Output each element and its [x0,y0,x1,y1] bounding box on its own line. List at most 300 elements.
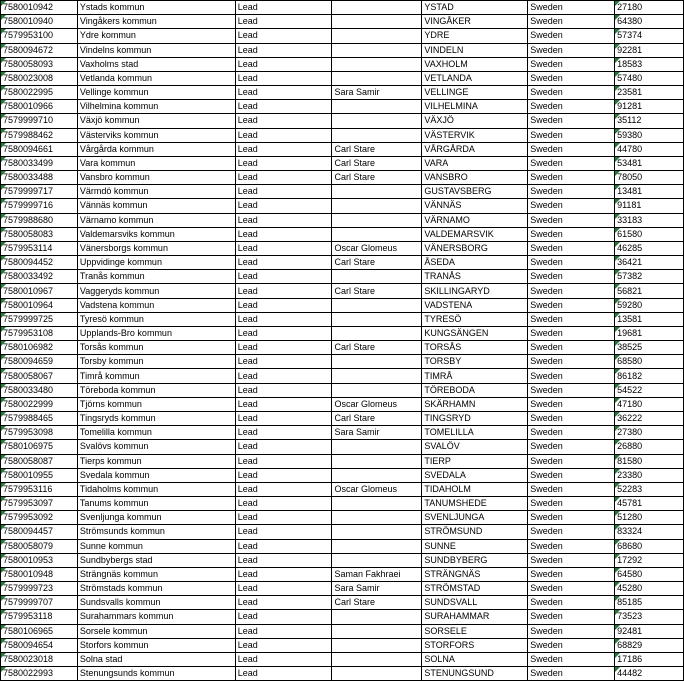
contact-cell[interactable]: Sara Samir [332,582,422,596]
country-cell[interactable]: Sweden [528,369,615,383]
name-cell[interactable]: Stenungsunds kommun [77,667,235,681]
city-cell[interactable]: TRANÅS [422,270,528,284]
type-cell[interactable]: Lead [235,326,332,340]
contact-cell[interactable]: Carl Stare [332,411,422,425]
country-cell[interactable]: Sweden [528,539,615,553]
type-cell[interactable]: Lead [235,596,332,610]
id-cell[interactable]: 7579953118 [1,610,78,624]
type-cell[interactable]: Lead [235,213,332,227]
zip-cell[interactable]: 91281 [615,100,684,114]
zip-cell[interactable]: 85185 [615,596,684,610]
contact-cell[interactable] [332,298,422,312]
zip-cell[interactable]: 26880 [615,440,684,454]
id-cell[interactable]: 7579953114 [1,241,78,255]
name-cell[interactable]: Valdemarsviks kommun [77,227,235,241]
name-cell[interactable]: Sundsvalls kommun [77,596,235,610]
country-cell[interactable]: Sweden [528,227,615,241]
city-cell[interactable]: SUNNE [422,539,528,553]
country-cell[interactable]: Sweden [528,1,615,15]
city-cell[interactable]: TINGSRYD [422,411,528,425]
country-cell[interactable]: Sweden [528,610,615,624]
city-cell[interactable]: VARA [422,156,528,170]
city-cell[interactable]: VINDELN [422,43,528,57]
city-cell[interactable]: STORFORS [422,638,528,652]
zip-cell[interactable]: 73523 [615,610,684,624]
id-cell[interactable]: 7579953108 [1,326,78,340]
city-cell[interactable]: TORSBY [422,355,528,369]
name-cell[interactable]: Vellinge kommun [77,86,235,100]
city-cell[interactable]: SKILLINGARYD [422,284,528,298]
country-cell[interactable]: Sweden [528,241,615,255]
country-cell[interactable]: Sweden [528,667,615,681]
name-cell[interactable]: Svedala kommun [77,468,235,482]
city-cell[interactable]: STRÖMSUND [422,525,528,539]
type-cell[interactable]: Lead [235,270,332,284]
zip-cell[interactable]: 81580 [615,454,684,468]
contact-cell[interactable]: Carl Stare [332,156,422,170]
zip-cell[interactable]: 46285 [615,241,684,255]
name-cell[interactable]: Tjörns kommun [77,397,235,411]
id-cell[interactable]: 7580010967 [1,284,78,298]
id-cell[interactable]: 7580010942 [1,1,78,15]
country-cell[interactable]: Sweden [528,624,615,638]
type-cell[interactable]: Lead [235,553,332,567]
zip-cell[interactable]: 44482 [615,667,684,681]
type-cell[interactable]: Lead [235,454,332,468]
city-cell[interactable]: SVALÖV [422,440,528,454]
zip-cell[interactable]: 36222 [615,411,684,425]
zip-cell[interactable]: 38525 [615,341,684,355]
id-cell[interactable]: 7580033492 [1,270,78,284]
city-cell[interactable]: VELLINGE [422,86,528,100]
type-cell[interactable]: Lead [235,525,332,539]
type-cell[interactable]: Lead [235,426,332,440]
type-cell[interactable]: Lead [235,114,332,128]
name-cell[interactable]: Strömstads kommun [77,582,235,596]
country-cell[interactable]: Sweden [528,411,615,425]
city-cell[interactable]: TOMELILLA [422,426,528,440]
type-cell[interactable]: Lead [235,199,332,213]
name-cell[interactable]: Vara kommun [77,156,235,170]
city-cell[interactable]: SVEDALA [422,468,528,482]
contact-cell[interactable] [332,667,422,681]
id-cell[interactable]: 7580094661 [1,142,78,156]
zip-cell[interactable]: 86182 [615,369,684,383]
city-cell[interactable]: TORSÅS [422,341,528,355]
city-cell[interactable]: ÅSEDA [422,256,528,270]
zip-cell[interactable]: 36421 [615,256,684,270]
city-cell[interactable]: VADSTENA [422,298,528,312]
id-cell[interactable]: 7579953098 [1,426,78,440]
type-cell[interactable]: Lead [235,100,332,114]
contact-cell[interactable] [332,539,422,553]
country-cell[interactable]: Sweden [528,326,615,340]
contact-cell[interactable] [332,185,422,199]
id-cell[interactable]: 7579999717 [1,185,78,199]
city-cell[interactable]: TIMRÅ [422,369,528,383]
type-cell[interactable]: Lead [235,142,332,156]
country-cell[interactable]: Sweden [528,383,615,397]
name-cell[interactable]: Sundbybergs stad [77,553,235,567]
contact-cell[interactable] [332,440,422,454]
id-cell[interactable]: 7580010964 [1,298,78,312]
contact-cell[interactable] [332,71,422,85]
id-cell[interactable]: 7580094654 [1,638,78,652]
name-cell[interactable]: Vetlanda kommun [77,71,235,85]
id-cell[interactable]: 7580106982 [1,341,78,355]
zip-cell[interactable]: 56821 [615,284,684,298]
zip-cell[interactable]: 64380 [615,15,684,29]
name-cell[interactable]: Timrå kommun [77,369,235,383]
id-cell[interactable]: 7579988465 [1,411,78,425]
zip-cell[interactable]: 13581 [615,312,684,326]
type-cell[interactable]: Lead [235,156,332,170]
zip-cell[interactable]: 19681 [615,326,684,340]
zip-cell[interactable]: 57480 [615,71,684,85]
contact-cell[interactable] [332,610,422,624]
contact-cell[interactable]: Saman Fakhraei [332,567,422,581]
id-cell[interactable]: 7579953116 [1,482,78,496]
id-cell[interactable]: 7579953100 [1,29,78,43]
contact-cell[interactable] [332,1,422,15]
city-cell[interactable]: VINGÅKER [422,15,528,29]
name-cell[interactable]: Ystads kommun [77,1,235,15]
city-cell[interactable]: VÄNNÄS [422,199,528,213]
zip-cell[interactable]: 27180 [615,1,684,15]
country-cell[interactable]: Sweden [528,454,615,468]
name-cell[interactable]: Svalövs kommun [77,440,235,454]
id-cell[interactable]: 7580058093 [1,57,78,71]
id-cell[interactable]: 7579999707 [1,596,78,610]
country-cell[interactable]: Sweden [528,43,615,57]
name-cell[interactable]: Sorsele kommun [77,624,235,638]
type-cell[interactable]: Lead [235,440,332,454]
country-cell[interactable]: Sweden [528,142,615,156]
country-cell[interactable]: Sweden [528,156,615,170]
name-cell[interactable]: Växjö kommun [77,114,235,128]
name-cell[interactable]: Torsby kommun [77,355,235,369]
country-cell[interactable]: Sweden [528,15,615,29]
id-cell[interactable]: 7580094452 [1,256,78,270]
name-cell[interactable]: Västerviks kommun [77,128,235,142]
id-cell[interactable]: 7580033488 [1,171,78,185]
type-cell[interactable]: Lead [235,610,332,624]
zip-cell[interactable]: 68580 [615,355,684,369]
contact-cell[interactable] [332,624,422,638]
type-cell[interactable]: Lead [235,57,332,71]
zip-cell[interactable]: 45280 [615,582,684,596]
country-cell[interactable]: Sweden [528,71,615,85]
city-cell[interactable]: VILHELMINA [422,100,528,114]
id-cell[interactable]: 7580010940 [1,15,78,29]
city-cell[interactable]: STRÖMSTAD [422,582,528,596]
contact-cell[interactable] [332,15,422,29]
name-cell[interactable]: Sunne kommun [77,539,235,553]
zip-cell[interactable]: 47180 [615,397,684,411]
type-cell[interactable]: Lead [235,397,332,411]
type-cell[interactable]: Lead [235,298,332,312]
contact-cell[interactable] [332,270,422,284]
city-cell[interactable]: SVENLJUNGA [422,511,528,525]
country-cell[interactable]: Sweden [528,185,615,199]
name-cell[interactable]: Tingsryds kommun [77,411,235,425]
city-cell[interactable]: TÖREBODA [422,383,528,397]
name-cell[interactable]: Värmdö kommun [77,185,235,199]
zip-cell[interactable]: 53481 [615,156,684,170]
name-cell[interactable]: Värnamo kommun [77,213,235,227]
name-cell[interactable]: Storfors kommun [77,638,235,652]
country-cell[interactable]: Sweden [528,355,615,369]
name-cell[interactable]: Tyresö kommun [77,312,235,326]
type-cell[interactable]: Lead [235,86,332,100]
contact-cell[interactable]: Sara Samir [332,426,422,440]
type-cell[interactable]: Lead [235,312,332,326]
id-cell[interactable]: 7579999710 [1,114,78,128]
name-cell[interactable]: Vaggeryds kommun [77,284,235,298]
name-cell[interactable]: Strängnäs kommun [77,567,235,581]
country-cell[interactable]: Sweden [528,86,615,100]
contact-cell[interactable] [332,652,422,666]
country-cell[interactable]: Sweden [528,440,615,454]
type-cell[interactable]: Lead [235,497,332,511]
id-cell[interactable]: 7580058087 [1,454,78,468]
id-cell[interactable]: 7580106975 [1,440,78,454]
country-cell[interactable]: Sweden [528,525,615,539]
country-cell[interactable]: Sweden [528,298,615,312]
name-cell[interactable]: Töreboda kommun [77,383,235,397]
type-cell[interactable]: Lead [235,482,332,496]
city-cell[interactable]: VALDEMARSVIK [422,227,528,241]
type-cell[interactable]: Lead [235,241,332,255]
type-cell[interactable]: Lead [235,667,332,681]
name-cell[interactable]: Vingåkers kommun [77,15,235,29]
country-cell[interactable]: Sweden [528,652,615,666]
zip-cell[interactable]: 57374 [615,29,684,43]
zip-cell[interactable]: 59380 [615,128,684,142]
city-cell[interactable]: VÄSTERVIK [422,128,528,142]
contact-cell[interactable] [332,638,422,652]
city-cell[interactable]: VÄNERSBORG [422,241,528,255]
contact-cell[interactable] [332,199,422,213]
id-cell[interactable]: 7580058083 [1,227,78,241]
type-cell[interactable]: Lead [235,15,332,29]
zip-cell[interactable]: 64580 [615,567,684,581]
country-cell[interactable]: Sweden [528,100,615,114]
contact-cell[interactable]: Oscar Glomeus [332,397,422,411]
type-cell[interactable]: Lead [235,652,332,666]
type-cell[interactable]: Lead [235,227,332,241]
contact-cell[interactable]: Oscar Glomeus [332,241,422,255]
id-cell[interactable]: 7580058067 [1,369,78,383]
zip-cell[interactable]: 57382 [615,270,684,284]
zip-cell[interactable]: 45781 [615,497,684,511]
country-cell[interactable]: Sweden [528,199,615,213]
country-cell[interactable]: Sweden [528,567,615,581]
city-cell[interactable]: SKÄRHAMN [422,397,528,411]
type-cell[interactable]: Lead [235,582,332,596]
name-cell[interactable]: Tierps kommun [77,454,235,468]
type-cell[interactable]: Lead [235,468,332,482]
city-cell[interactable]: SUNDBYBERG [422,553,528,567]
zip-cell[interactable]: 13481 [615,185,684,199]
zip-cell[interactable]: 91181 [615,199,684,213]
city-cell[interactable]: VÄXJÖ [422,114,528,128]
name-cell[interactable]: Vänersborgs kommun [77,241,235,255]
contact-cell[interactable] [332,383,422,397]
name-cell[interactable]: Vadstena kommun [77,298,235,312]
contact-cell[interactable] [332,100,422,114]
city-cell[interactable]: VAXHOLM [422,57,528,71]
type-cell[interactable]: Lead [235,355,332,369]
type-cell[interactable]: Lead [235,539,332,553]
city-cell[interactable]: STRÄNGNÄS [422,567,528,581]
type-cell[interactable]: Lead [235,185,332,199]
name-cell[interactable]: Torsås kommun [77,341,235,355]
type-cell[interactable]: Lead [235,43,332,57]
country-cell[interactable]: Sweden [528,312,615,326]
id-cell[interactable]: 7580022999 [1,397,78,411]
contact-cell[interactable]: Carl Stare [332,142,422,156]
type-cell[interactable]: Lead [235,1,332,15]
city-cell[interactable]: VÅRGÅRDA [422,142,528,156]
name-cell[interactable]: Surahammars kommun [77,610,235,624]
city-cell[interactable]: GUSTAVSBERG [422,185,528,199]
type-cell[interactable]: Lead [235,383,332,397]
name-cell[interactable]: Ydre kommun [77,29,235,43]
name-cell[interactable]: Tanums kommun [77,497,235,511]
type-cell[interactable]: Lead [235,171,332,185]
zip-cell[interactable]: 68829 [615,638,684,652]
contact-cell[interactable] [332,369,422,383]
contact-cell[interactable] [332,227,422,241]
name-cell[interactable]: Vindelns kommun [77,43,235,57]
name-cell[interactable]: Vaxholms stad [77,57,235,71]
city-cell[interactable]: SOLNA [422,652,528,666]
zip-cell[interactable]: 27380 [615,426,684,440]
type-cell[interactable]: Lead [235,29,332,43]
contact-cell[interactable]: Carl Stare [332,256,422,270]
type-cell[interactable]: Lead [235,284,332,298]
id-cell[interactable]: 7580010948 [1,567,78,581]
id-cell[interactable]: 7579988680 [1,213,78,227]
contact-cell[interactable]: Oscar Glomeus [332,482,422,496]
name-cell[interactable]: Solna stad [77,652,235,666]
id-cell[interactable]: 7579988462 [1,128,78,142]
contact-cell[interactable] [332,525,422,539]
contact-cell[interactable] [332,468,422,482]
city-cell[interactable]: VETLANDA [422,71,528,85]
zip-cell[interactable]: 92281 [615,43,684,57]
type-cell[interactable]: Lead [235,511,332,525]
type-cell[interactable]: Lead [235,341,332,355]
zip-cell[interactable]: 52283 [615,482,684,496]
id-cell[interactable]: 7580094672 [1,43,78,57]
country-cell[interactable]: Sweden [528,582,615,596]
city-cell[interactable]: YSTAD [422,1,528,15]
contact-cell[interactable] [332,511,422,525]
city-cell[interactable]: KUNGSÄNGEN [422,326,528,340]
id-cell[interactable]: 7580010953 [1,553,78,567]
name-cell[interactable]: Upplands-Bro kommun [77,326,235,340]
name-cell[interactable]: Vilhelmina kommun [77,100,235,114]
contact-cell[interactable]: Sara Samir [332,86,422,100]
contact-cell[interactable] [332,29,422,43]
city-cell[interactable]: VÄRNAMO [422,213,528,227]
zip-cell[interactable]: 68680 [615,539,684,553]
id-cell[interactable]: 7580023008 [1,71,78,85]
country-cell[interactable]: Sweden [528,29,615,43]
id-cell[interactable]: 7579999725 [1,312,78,326]
id-cell[interactable]: 7580033480 [1,383,78,397]
city-cell[interactable]: SUNDSVALL [422,596,528,610]
id-cell[interactable]: 7580106965 [1,624,78,638]
country-cell[interactable]: Sweden [528,511,615,525]
name-cell[interactable]: Vännäs kommun [77,199,235,213]
country-cell[interactable]: Sweden [528,596,615,610]
country-cell[interactable]: Sweden [528,553,615,567]
contact-cell[interactable] [332,454,422,468]
contact-cell[interactable]: Carl Stare [332,341,422,355]
type-cell[interactable]: Lead [235,256,332,270]
contact-cell[interactable]: Carl Stare [332,171,422,185]
name-cell[interactable]: Strömsunds kommun [77,525,235,539]
contact-cell[interactable] [332,43,422,57]
contact-cell[interactable] [332,57,422,71]
zip-cell[interactable]: 33183 [615,213,684,227]
id-cell[interactable]: 7580022995 [1,86,78,100]
city-cell[interactable]: TANUMSHEDE [422,497,528,511]
country-cell[interactable]: Sweden [528,128,615,142]
contact-cell[interactable]: Carl Stare [332,284,422,298]
type-cell[interactable]: Lead [235,71,332,85]
city-cell[interactable]: STENUNGSUND [422,667,528,681]
country-cell[interactable]: Sweden [528,468,615,482]
country-cell[interactable]: Sweden [528,426,615,440]
type-cell[interactable]: Lead [235,128,332,142]
city-cell[interactable]: VANSBRO [422,171,528,185]
zip-cell[interactable]: 17292 [615,553,684,567]
city-cell[interactable]: TYRESÖ [422,312,528,326]
id-cell[interactable]: 7580022993 [1,667,78,681]
name-cell[interactable]: Uppvidinge kommun [77,256,235,270]
country-cell[interactable]: Sweden [528,638,615,652]
contact-cell[interactable] [332,114,422,128]
country-cell[interactable]: Sweden [528,397,615,411]
name-cell[interactable]: Vansbro kommun [77,171,235,185]
zip-cell[interactable]: 78050 [615,171,684,185]
zip-cell[interactable]: 35112 [615,114,684,128]
country-cell[interactable]: Sweden [528,270,615,284]
name-cell[interactable]: Tomelilla kommun [77,426,235,440]
zip-cell[interactable]: 44780 [615,142,684,156]
country-cell[interactable]: Sweden [528,213,615,227]
country-cell[interactable]: Sweden [528,341,615,355]
contact-cell[interactable] [332,497,422,511]
zip-cell[interactable]: 83324 [615,525,684,539]
country-cell[interactable]: Sweden [528,497,615,511]
id-cell[interactable]: 7579953092 [1,511,78,525]
contact-cell[interactable] [332,326,422,340]
zip-cell[interactable]: 23380 [615,468,684,482]
zip-cell[interactable]: 51280 [615,511,684,525]
zip-cell[interactable]: 18583 [615,57,684,71]
id-cell[interactable]: 7580010966 [1,100,78,114]
city-cell[interactable]: SORSELE [422,624,528,638]
type-cell[interactable]: Lead [235,567,332,581]
zip-cell[interactable]: 17186 [615,652,684,666]
zip-cell[interactable]: 54522 [615,383,684,397]
type-cell[interactable]: Lead [235,624,332,638]
